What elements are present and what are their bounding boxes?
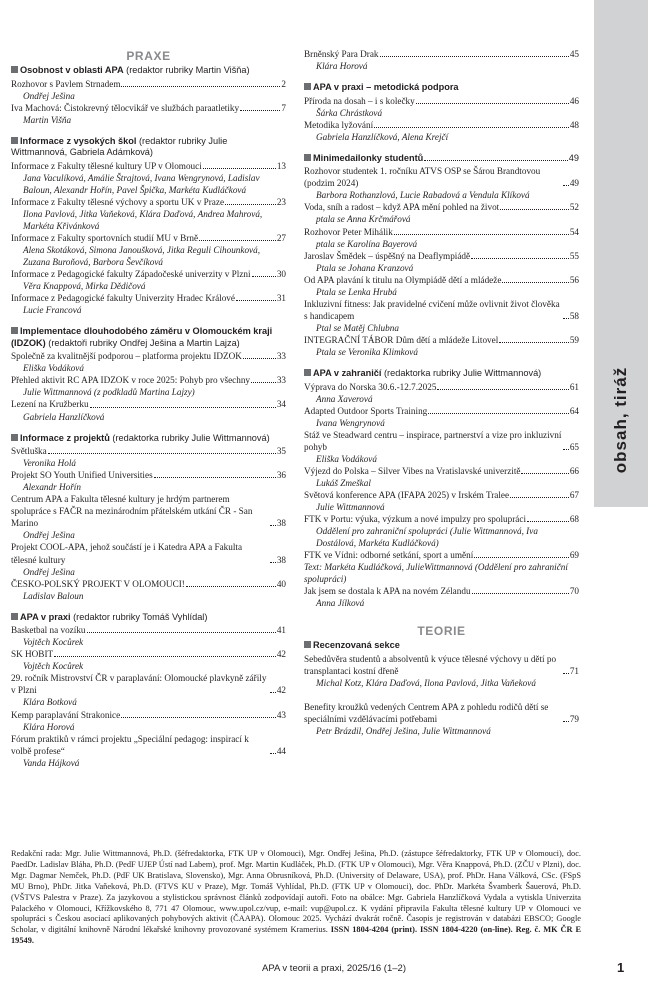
toc-entry-author: Text: Markéta Kudláčková, JulieWittmannová (Oddělení pro zahraniční spolupráci) [304, 562, 568, 585]
section-title-editor: (redaktor rubriky Martin Višňa) [123, 65, 250, 75]
toc-entry-title[interactable]: Výprava do Norska 30.6.-12.7.2025 [304, 381, 437, 392]
toc-section [11, 65, 286, 126]
dot-leader [243, 358, 276, 359]
section-title-bold: Informace z projektů [20, 432, 110, 443]
toc-entry[interactable] [304, 165, 579, 189]
toc-entry-page[interactable]: 40 [276, 578, 286, 589]
toc-entry[interactable] [304, 119, 579, 131]
toc-entry-page[interactable]: 42 [276, 685, 286, 696]
toc-entry-author: Vanda Hájková [23, 757, 80, 768]
toc-entry-page[interactable]: 44 [276, 745, 286, 756]
toc-entry[interactable] [304, 489, 579, 501]
toc-entry-title[interactable]: Rozhovor s Pavlem Strnadem [11, 78, 121, 89]
toc-entry-title[interactable]: Světluška [11, 446, 47, 457]
toc-entry-author: Julie Wittmannová [316, 502, 385, 512]
toc-entry-title[interactable]: Sebedůvěra studentů a absolventů k výuce tělesné výchovy u dětí po transplantaci kostní dřeně [304, 653, 557, 676]
toc-entry-author: Ondřej Ješina [23, 530, 75, 541]
toc-entry-page[interactable]: 69 [569, 550, 579, 561]
left-column [11, 48, 286, 769]
dot-leader [225, 204, 276, 205]
toc-section [11, 433, 286, 602]
toc-entry[interactable] [304, 95, 579, 107]
toc-entry[interactable] [11, 292, 286, 304]
section-title [11, 326, 286, 349]
toc-entry[interactable] [11, 672, 286, 696]
toc-entry[interactable] [304, 429, 579, 453]
toc-entry-author: Anna Xaverová [316, 393, 373, 404]
toc-entry-page[interactable]: 61 [569, 381, 579, 392]
page-number: 1 [617, 960, 625, 975]
toc-entry-title[interactable]: Iva Machová: Čistokrevný tělocvikář ve službách paraatletiky [11, 102, 240, 113]
toc-entry-page[interactable]: 33 [276, 375, 286, 386]
dot-leader [270, 753, 276, 754]
toc-entry[interactable] [304, 381, 579, 393]
toc-entry-title[interactable]: Rozhovor studentek 1. ročníku ATVS OSP se Šárou Brandtovou (podzim 2024) [304, 166, 541, 189]
toc-entry-page[interactable]: 2 [281, 78, 286, 89]
dot-leader [54, 656, 276, 657]
dot-leader [154, 477, 276, 478]
sidebar-label-wrap [594, 0, 648, 507]
toc-entry[interactable] [11, 350, 286, 362]
toc-entry-page[interactable]: 7 [281, 102, 286, 113]
toc-section [304, 368, 579, 609]
section-title [11, 433, 286, 445]
dot-leader [240, 110, 280, 111]
toc-entry-page[interactable]: 58 [569, 310, 579, 321]
toc-entry-author: Vojtěch Kocůrek [23, 637, 84, 648]
toc-entry-page[interactable]: 35 [276, 446, 286, 457]
section-bullet-icon [11, 434, 18, 441]
toc-entry-page[interactable]: 42 [276, 649, 286, 660]
dot-leader [48, 453, 276, 454]
toc-entry-page[interactable]: 30 [276, 269, 286, 280]
toc-entry[interactable] [11, 374, 286, 386]
dot-leader [380, 56, 569, 57]
toc-entry-author: Anna Jílková [316, 598, 365, 609]
section-bullet-icon [11, 66, 18, 73]
dot-leader [474, 557, 569, 558]
toc-entry[interactable] [11, 196, 286, 208]
toc-entry-page[interactable]: 33 [276, 351, 286, 362]
dot-leader [428, 413, 569, 414]
toc-entry-title[interactable]: Projekt SO Youth Unified Universities [11, 470, 153, 481]
dot-leader [424, 160, 568, 161]
toc-entry-page[interactable]: 31 [276, 293, 286, 304]
toc-entry-page[interactable]: 56 [569, 274, 579, 285]
toc-entry-page[interactable]: 70 [569, 586, 579, 597]
toc-entry-author: Alena Skotáková, Simona Janoušková, Jitka Reguli Cihounková, Zuzana Buroňová, Barbora Ševčíková [23, 245, 261, 268]
toc-entry-title[interactable]: Světová konference APA (IFAPA 2025) v Irském Tralee [304, 489, 510, 500]
toc-entry-title[interactable]: Výjezd do Polska – Silver Vibes na Vratislavské univerzitě [304, 465, 521, 476]
toc-entry-page[interactable]: 38 [276, 518, 286, 529]
section-title-bold: Minimedailonky studentů [313, 152, 424, 163]
toc-section [304, 153, 579, 358]
section-bullet-icon [304, 83, 311, 90]
dot-leader [563, 185, 569, 186]
right-column [304, 48, 579, 737]
toc-entry[interactable] [11, 398, 286, 410]
toc-entry-title[interactable]: INTEGRAČNÍ TÁBOR Dům dětí a mládeže Litovel [304, 334, 499, 345]
toc-entry-title[interactable]: Lezení na Kružberku [11, 399, 89, 410]
section-title-bold: Implementace dlouhodobého záměru v Olomouckém kraji (IDZOK) [11, 326, 273, 348]
section-title [304, 153, 579, 165]
toc-entry[interactable] [304, 226, 579, 238]
toc-entry-page[interactable]: 49 [569, 178, 579, 189]
toc-entry-page[interactable]: 54 [569, 226, 579, 237]
toc-entry-title[interactable]: Benefity kroužků vedených Centrem APA z pohledu rodičů dětí se speciálními vzdělávacími potřebami [304, 702, 549, 725]
dot-leader [270, 525, 276, 526]
toc-entry[interactable] [11, 709, 286, 721]
dot-leader [121, 86, 280, 87]
toc-entry-title[interactable]: 29. ročník Mistrovství ČR v paraplavání: Olomoucké plavkyně zářily v Plzni [11, 673, 267, 696]
toc-entry-title[interactable]: Adapted Outdoor Sports Training [304, 405, 428, 416]
section-title-bold: Osobnost v oblasti APA [20, 65, 124, 75]
dot-leader [270, 692, 276, 693]
toc-entry[interactable] [11, 493, 286, 529]
dot-leader [563, 721, 569, 722]
toc-entry[interactable] [11, 648, 286, 660]
toc-entry-author: Klára Botková [23, 697, 77, 708]
toc-entry-title[interactable]: ČESKO-POLSKÝ PROJEKT V OLOMOUCI! [11, 578, 185, 589]
toc-entry[interactable] [11, 232, 286, 244]
dot-leader [374, 127, 569, 128]
toc-entry-title[interactable]: FTK ve Vídni: odborné setkání, sport a umění [304, 550, 474, 561]
toc-entry[interactable] [11, 624, 286, 636]
dot-leader [500, 209, 569, 210]
section-title [304, 82, 579, 94]
footer-text: Redakční rada: Mgr. Julie Wittmannová, Ph.D. (šéfredaktorka, FTK UP v Olomouci), Mgr. Ondřej Ješina, Ph.D. (zástupce šéfredaktorky, FTK UP v Olomouci), doc. PaedDr. Ladislav Bláha, Ph.D. (PedF UJEP Ústí nad Labem), prof. Mgr. Martin Kudláček, Ph.D. (FTK UP v Olomouci), Mgr. Věra Knappová, Ph.D. (ZČU v Plzni), doc. Mgr. Dagmar Nemček, Ph.D. (PdF UK Bratislava, Slovensko), Mgr. Anna Obrusníková, Ph.D. (University of Delaware, USA), prof. PhDr. Hana Válková, CSc. (FSpS MU Brno), PhDr. Jitka Vaňeková, Ph.D. (FTVS KU v Praze), Mgr. Tomáš Vyhlídal, Ph.D. (FTK UP v Olomouci), doc. PhDr. Markéta Švamberk Šauerová, Ph.D. (VŠTVS Palestra v Praze). Za jazykovou a stylistickou správnost článků zodpovídají autoři. Foto na obálce: Mgr. Gabriela Hanzlíčková Vydala a vytiskla Univerzita Palackého v Olomouci, Křížkovského 8, 771 47 Olomouc, www.upol.cz/vup, e-mail: vup@upol.cz. K vydání připravila Fakulta tělesné kultury UP v Olomouci ve spolupráci s Českou asociací aplikovaných pohybových aktivit (ČAAPA). Olomouc 2025. Vychází dvakrát ročně. Časopis je registrován v databázi EBSCO; Google Scholar, v digitální knihovně Národní lékařské knihovny provozované systémem Kramerius. [11, 849, 581, 935]
toc-section [304, 82, 579, 143]
toc-entry[interactable] [304, 334, 579, 346]
toc-entry[interactable] [11, 445, 286, 457]
toc-entry-page[interactable]: 45 [569, 49, 579, 59]
toc-entry[interactable] [11, 78, 286, 90]
toc-entry-page[interactable]: 68 [569, 514, 579, 525]
toc-entry-title[interactable]: SK HOBIT [11, 649, 54, 660]
toc-entry-author: Ivana Wengrynová [316, 417, 385, 428]
toc-entry-author: Jana Vaculíková, Amálie Štrajtová, Ivana Wengrynová, Ladislav Baloun, Alexandr Hořín, Pavel Špička, Markéta Kudláčková [23, 172, 260, 195]
toc-section [11, 326, 286, 422]
section-heading-praxe: PRAXE [126, 49, 171, 63]
registration: Reg. č. MK ČR E 19549. [11, 925, 582, 946]
toc-entry-author: Barbora Rothanzlová, Lucie Rabadová a Vendula Klíková [316, 190, 530, 201]
toc-entry-author: Ptala se Johana Kranzová [316, 262, 414, 273]
toc-entry-title[interactable]: Rozhovor Peter Mihálik [304, 226, 393, 237]
toc-section [11, 136, 286, 317]
toc-entry-author: Ilona Pavlová, Jitka Vaňeková, Klára Daďová, Andrea Mahrová, Markéta Křivánková [23, 208, 263, 231]
toc-entry[interactable] [304, 585, 579, 597]
toc-entry-author: Ondřej Ješina [23, 90, 75, 101]
toc-entry-title[interactable]: Jak jsem se dostala k APA na novém Zélandu [304, 586, 471, 597]
dot-leader [563, 449, 569, 450]
toc-entry-author: Veronika Holá [23, 458, 76, 469]
toc-entry[interactable] [11, 160, 286, 172]
toc-entry-title[interactable]: Centrum APA a Fakulta tělesné kultury je hrdým partnerem spolupráce s FAČR na mezinárodním přátelském utkání ČR - San Marino [11, 494, 253, 529]
toc-entry-page[interactable]: 52 [569, 202, 579, 213]
section-title-bold: Informace z vysokých škol [20, 135, 137, 146]
toc-entry-page[interactable]: 55 [569, 250, 579, 261]
section-bullet-icon [11, 613, 18, 620]
toc-entry-author: Ladislav Baloun [23, 590, 84, 601]
section-title [304, 640, 579, 652]
toc-entry-author: Eliška Vodáková [316, 453, 377, 464]
toc-entry-page[interactable]: 67 [569, 489, 579, 500]
toc-entry[interactable] [304, 274, 579, 286]
toc-entry-page[interactable]: 38 [276, 554, 286, 565]
toc-entry-page[interactable]: 59 [569, 334, 579, 345]
toc-entry-title[interactable]: Fórum praktiků v rámci projektu „Speciální pedagog: inspirací k volbě profese“ [11, 733, 249, 756]
toc-entry-author: Lukáš Zmeškal [316, 477, 371, 488]
section-bullet-icon [304, 369, 311, 376]
toc-entry-page[interactable]: 46 [569, 95, 579, 106]
toc-entry-author: Lucie Francová [23, 305, 82, 316]
dot-leader [563, 673, 569, 674]
dot-leader [252, 276, 276, 277]
toc-entry[interactable] [304, 513, 579, 525]
toc-entry-title[interactable]: Stáž ve Steadward centru – inspirace, partnerství a vize pro inkluzivní pohyb [304, 429, 562, 452]
toc-entry-author: Gabriela Hanzlíčková [23, 411, 105, 422]
toc-entry[interactable] [304, 250, 579, 262]
toc-entry[interactable] [11, 541, 286, 565]
section-page: 49 [568, 152, 579, 163]
section-title-editor: (redaktorka rubriky Julie Wittmannová) [109, 432, 270, 443]
toc-entry[interactable] [11, 102, 286, 114]
section-title-editor: (redaktoři rubriky Ondřej Ješina a Martin Lajza) [45, 337, 240, 348]
dot-leader [270, 562, 276, 563]
section-bullet-icon [304, 154, 311, 161]
toc-entry-page[interactable]: 64 [569, 405, 579, 416]
toc-entry[interactable] [11, 578, 286, 590]
toc-entry-title[interactable]: Informace z Fakulty tělesné výchovy a sportu UK v Praze [11, 196, 225, 207]
toc-entry[interactable] [304, 48, 579, 60]
section-title-bold: APA v zahraničí [313, 368, 382, 379]
toc-entry-author: Šárka Chrástková [316, 107, 383, 118]
toc-entry[interactable] [304, 298, 579, 322]
toc-entry[interactable] [11, 733, 286, 757]
toc-entry-title[interactable]: Informace z Fakulty sportovních studií MU v Brně [11, 232, 199, 243]
dot-leader [236, 300, 276, 301]
dot-leader [416, 103, 569, 104]
editorial-board-info [11, 849, 581, 947]
section-title-editor: (redaktor rubriky Julie Wittmannová, Gabriela Adámková) [11, 135, 228, 158]
toc-entry[interactable] [304, 549, 579, 561]
toc-entry-author: Eliška Vodáková [23, 363, 84, 374]
dot-leader [502, 282, 568, 283]
toc-entry-title[interactable]: Brněnský Para Drak [304, 49, 379, 59]
section-bullet-icon [304, 641, 311, 648]
toc-entry-page[interactable]: 41 [276, 625, 286, 636]
dot-leader [521, 473, 568, 474]
toc-entry-author: Klára Horová [316, 61, 368, 72]
dot-leader [394, 234, 569, 235]
toc-entry-page[interactable]: 48 [569, 119, 579, 130]
toc-section [304, 640, 579, 737]
section-title-text [304, 153, 423, 165]
toc-entry-author: Ptal se Matěj Chlubna [316, 322, 399, 333]
toc-entry-author: Gabriela Hanzlíčková, Alena Krejčí [316, 131, 449, 142]
dot-leader [121, 717, 276, 718]
section-title [11, 136, 286, 159]
toc-entry-page[interactable]: 23 [276, 196, 286, 207]
toc-entry-title[interactable]: Informace z Pedagogické fakulty Univerzity Hradec Králové [11, 293, 235, 304]
toc-entry-author: Věra Knappová, Mirka Dědičová [23, 281, 146, 292]
toc-entry-page[interactable]: 43 [276, 709, 286, 720]
toc-entry-title[interactable]: Jaroslav Šmědek – úspěšný na Deaflympiádě [304, 250, 471, 261]
dot-leader [203, 168, 276, 169]
dot-leader [199, 240, 276, 241]
toc-entry-title[interactable]: Od APA plavání k titulu na Olympiádě dětí a mládeže [304, 274, 502, 285]
toc-entry[interactable] [304, 201, 579, 213]
toc-entry-title[interactable]: Informace z Pedagogické fakulty Západočeské univerzity v Plzni [11, 269, 251, 280]
toc-entry-author: Michal Kotz, Klára Daďová, Ilona Pavlová, Jitka Vaňeková [316, 678, 536, 689]
toc-entry-page[interactable]: 34 [276, 399, 286, 410]
section-title-editor: (redaktorka rubriky Julie Wittmannová) [381, 368, 542, 379]
toc-entry[interactable] [11, 469, 286, 481]
toc-entry[interactable] [304, 653, 579, 677]
toc-entry[interactable] [304, 465, 579, 477]
toc-entry-page[interactable]: 27 [276, 232, 286, 243]
sidebar-label: obsah, tiráž [611, 366, 630, 474]
section-title-bold: Recenzovaná sekce [313, 640, 400, 651]
toc-entry-author: Petr Brázdil, Ondřej Ješina, Julie Wittmannová [316, 726, 491, 737]
toc-entry-title[interactable]: FTK v Portu: výuka, výzkum a nové impulzy pro spolupráci [304, 514, 526, 525]
toc-entry-page[interactable]: 66 [569, 465, 579, 476]
section-title-bold: APA v praxi [20, 611, 71, 622]
dot-leader [510, 497, 569, 498]
toc-entry-title[interactable]: Informace z Fakulty tělesné kultury UP v Olomouci [11, 160, 202, 171]
section-bullet-icon [11, 327, 18, 334]
toc-entry-page[interactable]: 36 [276, 470, 286, 481]
toc-entry[interactable] [304, 405, 579, 417]
toc-entry[interactable] [11, 268, 286, 280]
dot-leader [87, 632, 276, 633]
issn-online: ISSN 1804-4220 (on-line). [419, 925, 513, 935]
toc-entry-author: Klára Horová [23, 721, 75, 732]
toc-entry-title[interactable]: Basketbal na vozíku [11, 625, 86, 636]
section-title-editor: (redaktor rubriky Tomáš Vyhlídal) [70, 611, 208, 622]
dot-leader [499, 342, 569, 343]
toc-entry-author: Ondřej Ješina [23, 566, 75, 577]
toc-entry-author: Vojtěch Kocůrek [23, 661, 84, 672]
dot-leader [471, 258, 569, 259]
section-heading-teorie: TEORIE [417, 624, 466, 639]
issn-print: ISSN 1804-4204 (print). [330, 925, 418, 935]
dot-leader [186, 586, 276, 587]
section-title-bold: APA v praxi – metodická podpora [313, 82, 459, 93]
toc-entry-page[interactable]: 71 [569, 665, 579, 676]
toc-entry-author: Alexandr Hořín [23, 482, 81, 493]
toc-entry-title[interactable]: Voda, sníh a radost – když APA mění pohled na život [304, 202, 500, 213]
dot-leader [527, 521, 569, 522]
toc-entry-page[interactable]: 65 [569, 441, 579, 452]
toc-entry-author: Oddělení pro zahraniční spolupráci (Julie Wittmannová, Iva Dostálová, Markéta Kudláčková) [316, 526, 538, 549]
toc-entry-title[interactable]: Kemp paraplavání Strakonice [11, 709, 121, 720]
dot-leader [90, 407, 276, 408]
toc-entry-author: Martin Višňa [23, 114, 72, 125]
toc-entry-title[interactable]: Příroda na dosah – i s kolečky [304, 95, 415, 106]
toc-entry-author: Julie Wittmannová (z podkladů Martina Lajzy) [23, 387, 195, 398]
toc-entry-author: ptala se Karolína Bayerová [316, 238, 418, 249]
section-title [11, 612, 286, 624]
dot-leader [472, 593, 569, 594]
toc-entry-title[interactable]: Metodika lyžování [304, 119, 374, 130]
toc-entry-page[interactable]: 13 [276, 160, 286, 171]
section-title [11, 65, 286, 77]
dot-leader [563, 318, 569, 319]
section-bullet-icon [11, 137, 18, 144]
toc-section [11, 612, 286, 769]
toc-entry-author: Ptala se Veronika Klimková [316, 346, 418, 357]
section-title [304, 368, 579, 380]
toc-entry-title[interactable]: Inkluzivní fitness: Jak pravidelné cvičení může ovlivnit život člověka s handicapem [304, 298, 560, 321]
dot-leader [251, 382, 276, 383]
toc-entry-title[interactable]: Projekt COOL-APA, jehož součástí je i Katedra APA a Fakulta tělesné kultury [11, 542, 243, 565]
toc-entry-page[interactable]: 79 [569, 714, 579, 725]
toc-entry-title[interactable]: Přehled aktivit RC APA IDZOK v roce 2025: Pohyb pro všechny [11, 375, 251, 386]
dot-leader [437, 389, 568, 390]
toc-entry-author: Ptala se Lenka Hrubá [316, 286, 397, 297]
journal-citation: APA v teorii a praxi, 2025/16 (1–2) [262, 963, 406, 974]
toc-entry-title[interactable]: Společně za kvalitnější podporou – platforma projektu IDZOK [11, 351, 242, 362]
toc-entry-author: ptala se Anna Krčmářová [316, 214, 411, 225]
toc-entry[interactable] [304, 701, 579, 725]
